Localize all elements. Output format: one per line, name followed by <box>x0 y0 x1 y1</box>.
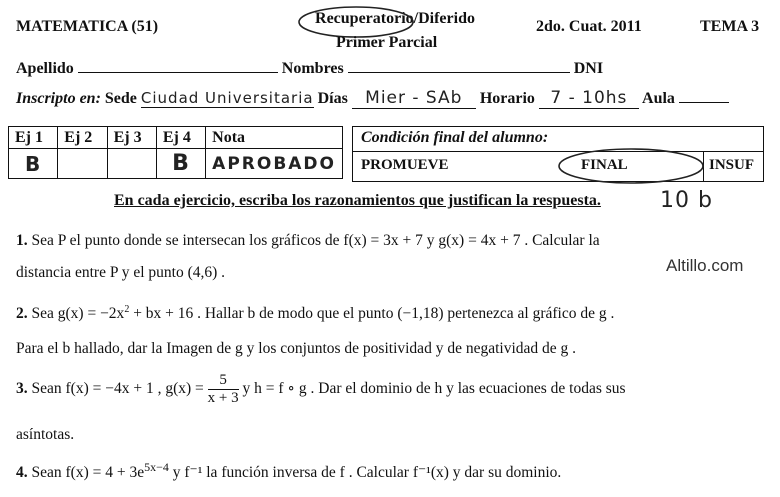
condition-final: FINAL <box>581 157 628 173</box>
nombres-label: Nombres <box>281 60 344 77</box>
grade-header-nota: Nota <box>206 127 343 149</box>
nombres-field[interactable] <box>348 58 570 73</box>
grade-header-ej1: Ej 1 <box>9 127 58 149</box>
grades-header-row <box>9 127 343 149</box>
exercise-1-line1: 1. Sea P el punto donde se intersecan los gráficos de f(x) = 3x + 7 y g(x) = 4x + 7 . Calcular la <box>16 232 600 249</box>
sede-value[interactable]: Ciudad Universitaria <box>140 89 314 107</box>
grade-ej3 <box>107 149 156 179</box>
exam-theme: TEMA 3 <box>700 18 760 35</box>
exercise-2-line1: 2. Sea $g(x) = -2x^2$ + bx + 16 . Hallar b de modo que el punto (−1,18) pertenezca al gráfico de g . <box>16 304 615 323</box>
sede-label: Sede <box>104 90 137 107</box>
grade-header-ej2: Ej 2 <box>58 127 107 149</box>
aula-label: Aula <box>642 90 675 107</box>
horario-label: Horario <box>479 90 535 107</box>
inscripto-row <box>16 88 729 109</box>
dias-label: Días <box>317 90 348 107</box>
exam-type: Recuperatorio/Diferido <box>315 10 475 27</box>
grade-header-ej3: Ej 3 <box>107 127 156 149</box>
dias-value[interactable]: Mier - SAb <box>352 88 476 109</box>
subject-title: MATEMATICA (51) <box>16 18 159 35</box>
exercise-2-line2: Para el b hallado, dar la Imagen de g y los conjuntos de positividad y de negatividad de g . <box>16 340 577 357</box>
exercise-3-line1: 3. Sean f(x) = −4x + 1 , g(x) = $\frac{5}{x + 3}$ y h = f ∘ g . Dar el dominio de h y las ecuaciones de todas sus <box>16 372 626 406</box>
grade-ej4: B <box>156 149 205 179</box>
inscripto-label: Inscripto en: <box>16 90 101 107</box>
instruction-text: En cada ejercicio, escriba los razonamientos que justifican la respuesta. <box>114 192 601 209</box>
aula-field[interactable] <box>679 88 729 103</box>
final-circle <box>556 146 706 186</box>
watermark: Altillo.com <box>666 256 744 275</box>
grade-ej1: B <box>9 149 58 179</box>
apellido-label: Apellido <box>16 60 74 77</box>
apellido-field[interactable] <box>78 58 278 73</box>
handwritten-score: 10 b <box>660 188 713 213</box>
condition-promueve: PROMUEVE <box>361 157 449 173</box>
grade-nota: APROBADO <box>206 149 343 179</box>
exam-part: Primer Parcial <box>336 34 438 51</box>
grade-header-ej4: Ej 4 <box>156 127 205 149</box>
fraction: $\frac{5}{x + 3}$ <box>207 372 239 406</box>
condition-title: Condición final del alumno: <box>361 129 549 146</box>
grades-table <box>8 126 343 179</box>
exam-period: 2do. Cuat. 2011 <box>536 18 642 35</box>
exercise-3-line2: asíntotas. <box>16 426 75 443</box>
grades-value-row <box>9 149 343 179</box>
condition-insuf: INSUF <box>709 157 755 173</box>
apellido-row <box>16 58 603 78</box>
dni-label: DNI <box>573 60 604 77</box>
exercise-1-line2: distancia entre P y el punto (4,6) . <box>16 264 226 281</box>
exercise-4-line1: 4. Sean $f(x) = 4 + 3e^{5x-4}$ y f⁻¹ la función inversa de f . Calcular f⁻¹(x) y dar su dominio. <box>16 460 562 482</box>
horario-value[interactable]: 7 - 10hs <box>539 88 639 109</box>
grade-ej2 <box>58 149 107 179</box>
exponent-2: 2 <box>124 304 130 315</box>
